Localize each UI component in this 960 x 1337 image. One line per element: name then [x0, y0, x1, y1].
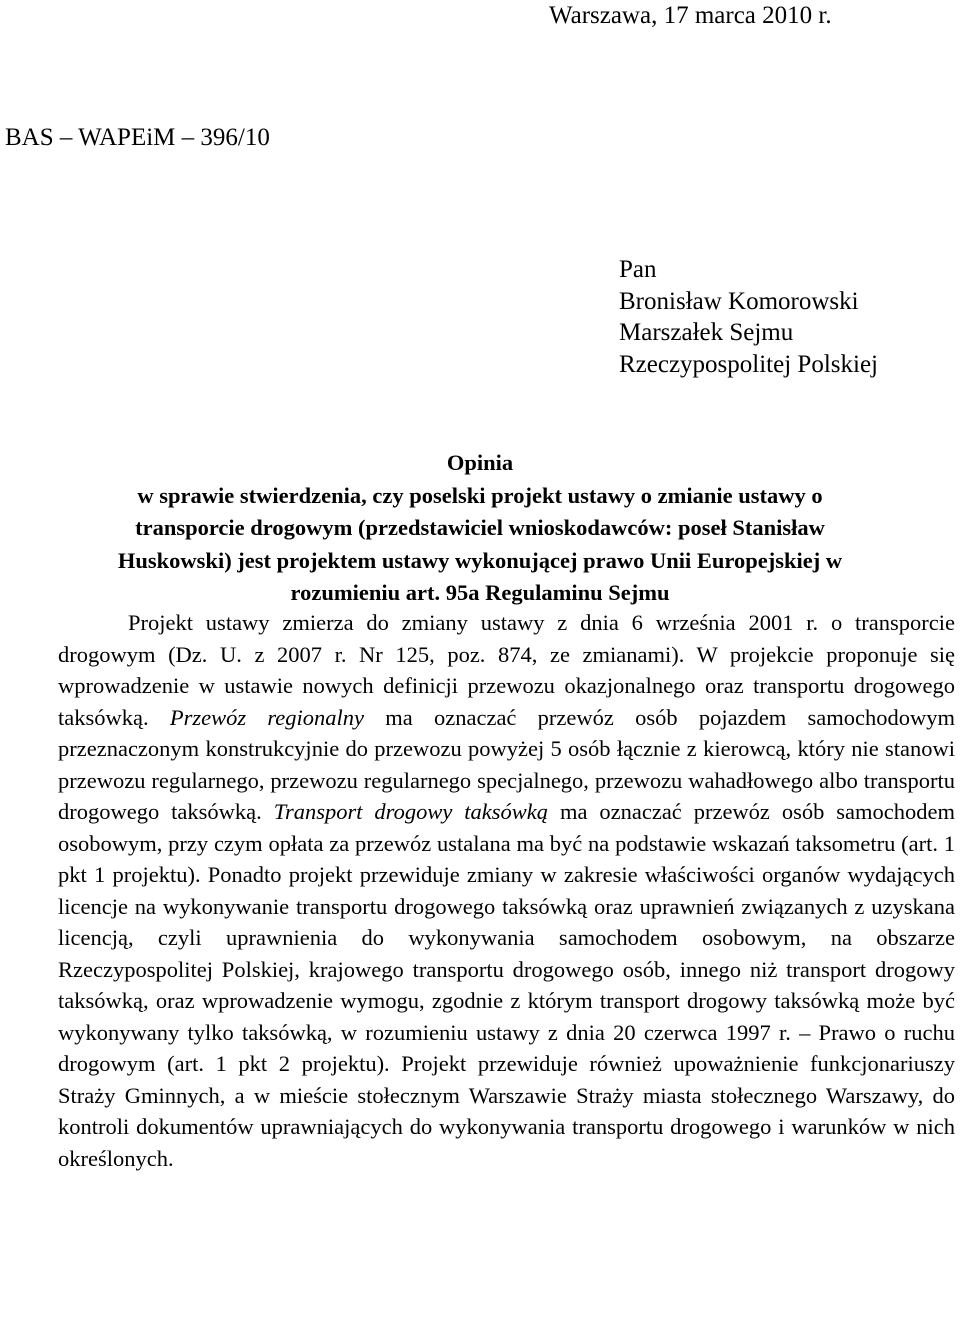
opinion-body — [58, 607, 955, 1174]
title-line-2: transporcie drogowym (przedstawiciel wnioskodawców: poseł Stanisław — [135, 515, 825, 540]
addressee-block — [619, 254, 878, 380]
reference-number: BAS – WAPEiM – 396/10 — [5, 124, 270, 151]
addressee-salutation: Pan — [619, 256, 657, 283]
addressee-position: Marszałek Sejmu — [619, 319, 794, 346]
addressee-country: Rzeczypospolitej Polskiej — [619, 350, 878, 378]
body-sentence-2: ma oznaczać przewóz osób pojazdem samochodowym przeznaczonym konstrukcyjnie do przewozu powyżej 5 osób łącznie z kierowcą, który nie stanowi przewozu regularnego, przewozu regularnego specjalnego, przewozu wahadłowego albo transportu drogowego taksówką. — [58, 704, 956, 824]
addressee-name: Bronisław Komorowski — [619, 287, 859, 315]
document-date: Warszawa, 17 marca 2010 r. — [549, 2, 832, 29]
title-line-1: w sprawie stwierdzenia, czy poselski projekt ustawy o zmianie ustawy o — [137, 482, 823, 508]
body-sentence-1: Projekt ustawy zmierza do zmiany ustawy z dnia 6 września 2001 r. o transporcie drogowym (Dz. U. z 2007 r. Nr 125, poz. 874, ze zmianami). W projekcie proponuje się wprowadzenie w ustawie nowych definicji przewozu okazjonalnego oraz transportu drogowego taksówką. — [58, 610, 955, 730]
term-przewoz-regionalny: Przewóz regionalny — [169, 704, 365, 730]
title-line-4: rozumieniu art. 95a Regulaminu Sejmu — [290, 580, 670, 605]
term-transport-taksowka: Transport drogowy taksówką — [273, 799, 549, 824]
opinion-title — [0, 447, 960, 610]
body-sentence-3: ma oznaczać przewóz osób samochodem osobowym, przy czym opłata za przewóz ustalana ma być na podstawie wskazań taksometru (art. 1 pkt 1 projektu). Ponadto projekt przewiduje zmiany w zakresie właściwości organów wydających licencje na wykonywanie transportu drogowego taksówką oraz uprawnień związanych z uzyskana licencją, czyli uprawnienia do wykonywania samochodem osobowym, na obszarze Rzeczypospolitej Polskiej, krajowego transportu drogowego osób, innego niż transport drogowy taksówką, oraz wprowadzenie wymogu, zgodnie z którym transport drogowy taksówką może być wykonywany tylko taksówką, w rozumieniu ustawy z dnia 20 czerwca 1997 r. – Prawo o ruchu drogowym (art. 1 pkt 2 projektu). Projekt przewiduje również upoważnienie funkcjonariuszy Straży Gminnych, a w mieście stołecznym Warszawie Straży miasta stołecznego Warszawy, do kontroli dokumentów uprawniających do wykonywania transportu drogowego i warunków w nich określonych. — [58, 799, 956, 1171]
opinion-heading: Opinia — [446, 450, 514, 475]
title-line-3: Huskowski) jest projektem ustawy wykonującej prawo Unii Europejskiej w — [117, 547, 843, 573]
body-paragraph — [58, 607, 955, 1174]
